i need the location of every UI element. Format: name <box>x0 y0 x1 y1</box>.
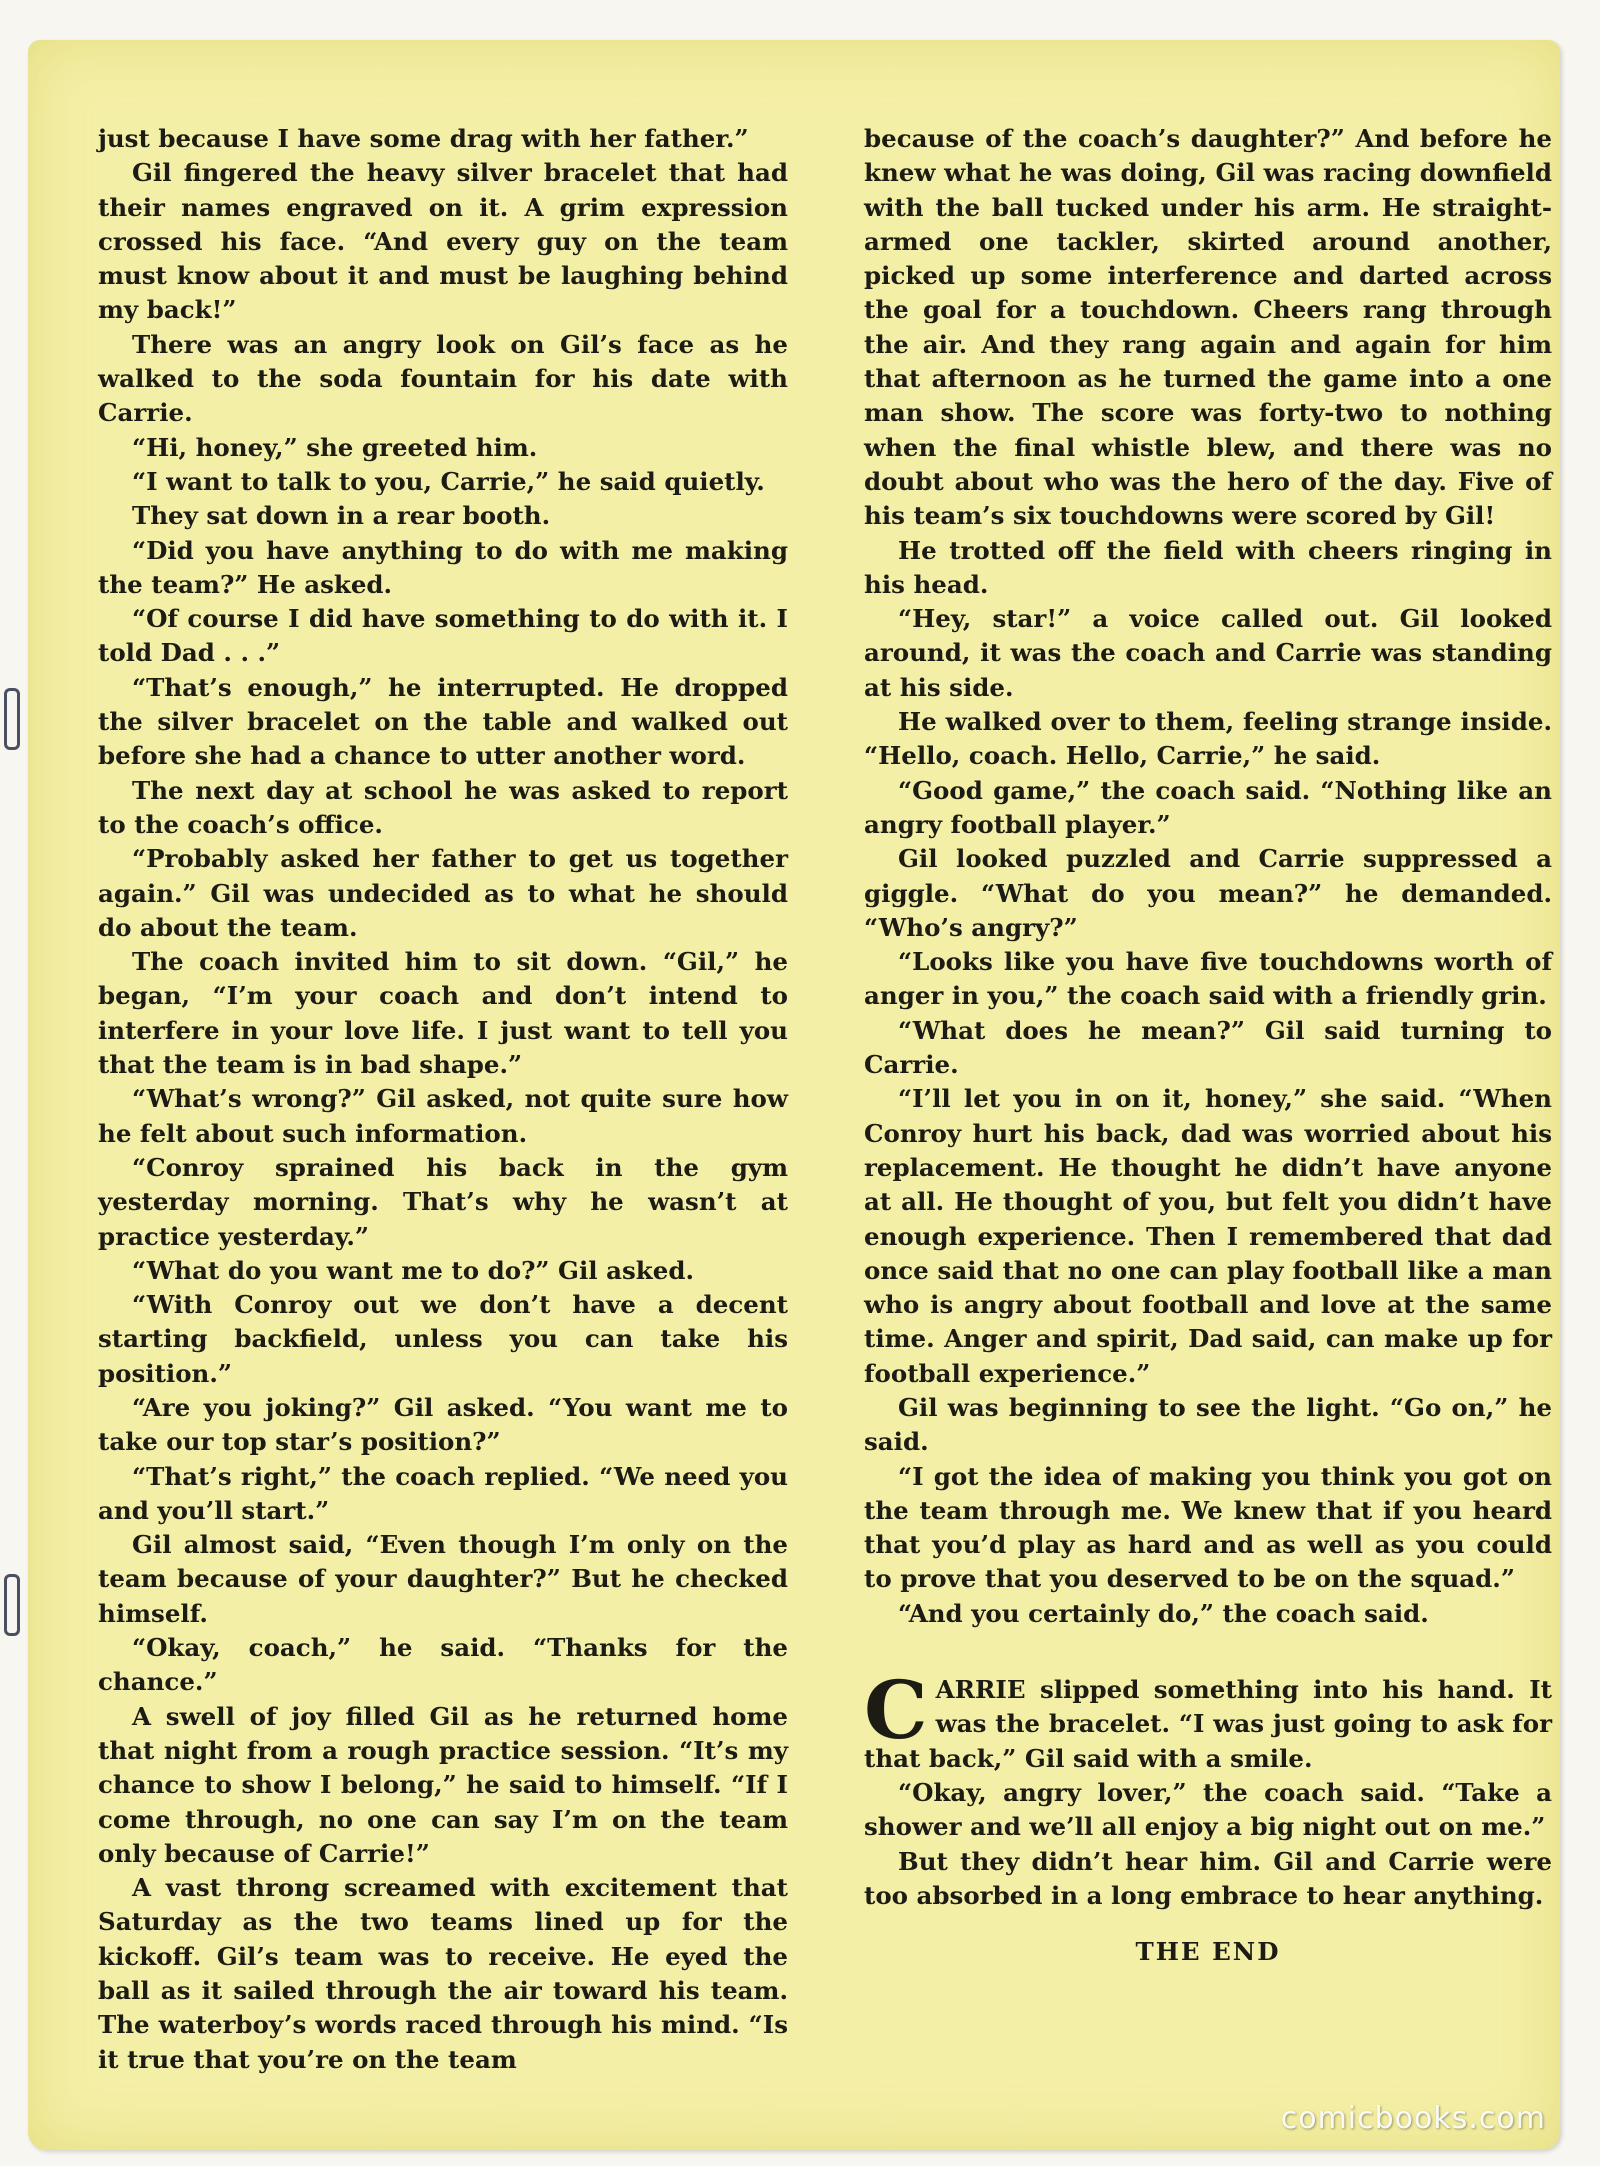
the-end-label: THE END <box>1135 1937 1281 1967</box>
paragraph: “What’s wrong?” Gil asked, not quite sure how he felt about such information. <box>98 1084 788 1148</box>
paragraph: “And you certainly do,” the coach said. <box>898 1598 1429 1628</box>
paragraph: He walked over to them, feeling strange inside. “Hello, coach. Hello, Carrie,” he said. <box>864 707 1552 771</box>
paragraph: “Hey, star!” a voice called out. Gil looked around, it was the coach and Carrie was standing at his side. <box>864 604 1552 702</box>
paragraph: “Conroy sprained his back in the gym yesterday morning. That’s why he wasn’t at practice yesterday.” <box>98 1152 788 1251</box>
paragraph: “That’s enough,” he interrupted. He dropped the silver bracelet on the table and walked out before she had a chance to utter another word. <box>98 672 788 771</box>
right-text-column <box>864 122 1552 1969</box>
paragraph: “With Conroy out we don’t have a decent starting backfield, unless you can take his position.” <box>98 1290 788 1388</box>
paragraph: He trotted off the field with cheers ringing in his head. <box>864 535 1552 599</box>
paragraph: “I want to talk to you, Carrie,” he said quietly. <box>132 466 765 496</box>
paragraph: “I got the idea of making you think you got on the team through me. We knew that if you heard that you’d play as hard and as well as you could to prove that you deserved to be on the squad.” <box>864 1461 1552 1594</box>
paragraph: “Good game,” the coach said. “Nothing like an angry football player.” <box>864 775 1552 839</box>
paragraph: The coach invited him to sit down. “Gil,” he began, “I’m your coach and don’t intend to interfere in your love life. I just want to tell you that the team is in bad shape.” <box>98 947 788 1080</box>
paragraph: “Okay, angry lover,” the coach said. “Take a shower and we’ll all enjoy a big night out on me.” <box>864 1777 1552 1842</box>
story-page <box>28 40 1560 2150</box>
staple-bottom <box>4 1574 20 1636</box>
paragraph: “Looks like you have five touchdowns worth of anger in you,” the coach said with a friendly grin. <box>864 947 1552 1011</box>
paragraph: “Of course I did have something to do with it. I told Dad . . .” <box>98 604 788 668</box>
paragraph: “I’ll let you in on it, honey,” she said. “When Conroy hurt his back, dad was worried about his replacement. He thought he didn’t have anyone at all. He thought of you, but felt you didn’t have enough experience. Then I remembered that dad once said that no one can play football like a man who is angry about football and love at the same time. Anger and spirit, Dad said, can make up for football experience.” <box>864 1084 1552 1388</box>
paragraph: They sat down in a rear booth. <box>132 501 551 531</box>
paragraph: “That’s right,” the coach replied. “We need you and you’ll start.” <box>98 1461 788 1525</box>
left-text-column <box>98 122 788 2077</box>
closing-paragraph <box>864 1663 1552 1776</box>
paragraph: “Did you have anything to do with me making the team?” He asked. <box>98 535 788 599</box>
paragraph: A swell of joy filled Gil as he returned home that night from a rough practice session. “It’s my chance to show I belong,” he said to himself. “If I come through, no one can say I’m on the team only because of Carrie!” <box>98 1701 788 1868</box>
paragraph: Gil fingered the heavy silver bracelet that had their names engraved on it. A grim expression crossed his face. “And every guy on the team must know about it and must be laughing behind my back!” <box>98 158 788 325</box>
paragraph: just because I have some drag with her father.” <box>98 124 749 153</box>
paragraph: Gil looked puzzled and Carrie suppressed a giggle. “What do you mean?” he demanded. “Who’s angry?” <box>864 844 1552 942</box>
paragraph: “What do you want me to do?” Gil asked. <box>132 1255 695 1285</box>
closing-paragraph-text: ARRIE slipped something into his hand. It was the bracelet. “I was just going to ask for that back,” Gil said with a smile. <box>864 1675 1552 1773</box>
paragraph: Gil almost said, “Even though I’m only on the team because of your daughter?” But he checked himself. <box>98 1530 788 1628</box>
paragraph: “Hi, honey,” she greeted him. <box>132 432 538 462</box>
watermark-text: comicbooks.com <box>1280 2101 1546 2136</box>
paragraph: “Probably asked her father to get us together again.” Gil was undecided as to what he should do about the team. <box>98 844 788 942</box>
paragraph: because of the coach’s daughter?” And before he knew what he was doing, Gil was racing downfield with the ball tucked under his arm. He straight-armed one tackler, skirted around another, picked up some interference and darted across the goal for a touchdown. Cheers rang through the air. And they rang again and again for him that afternoon as he turned the game into a one man show. The score was forty-two to nothing when the final whistle blew, and there was no doubt about who was the hero of the day. Five of his team’s six touchdowns were scored by Gil! <box>864 124 1552 531</box>
paragraph: “Are you joking?” Gil asked. “You want me to take our top star’s position?” <box>98 1392 788 1457</box>
paragraph: The next day at school he was asked to report to the coach’s office. <box>98 775 788 839</box>
paragraph: “Okay, coach,” he said. “Thanks for the chance.” <box>98 1633 788 1697</box>
paragraph: But they didn’t hear him. Gil and Carrie were too absorbed in a long embrace to hear anything. <box>864 1846 1552 1910</box>
paragraph: Gil was beginning to see the light. “Go on,” he said. <box>864 1392 1552 1457</box>
staple-top <box>4 688 20 750</box>
drop-cap-letter: C <box>864 1663 928 1758</box>
paragraph: A vast throng screamed with excitement that Saturday as the two teams lined up for the kickoff. Gil’s team was to receive. He eyed the ball as it sailed through the air toward his team. The waterboy’s words raced through his mind. “Is it true that you’re on the team <box>98 1873 788 2074</box>
paragraph: There was an angry look on Gil’s face as he walked to the soda fountain for his date with Carrie. <box>98 329 788 428</box>
paragraph: “What does he mean?” Gil said turning to Carrie. <box>864 1015 1552 1080</box>
